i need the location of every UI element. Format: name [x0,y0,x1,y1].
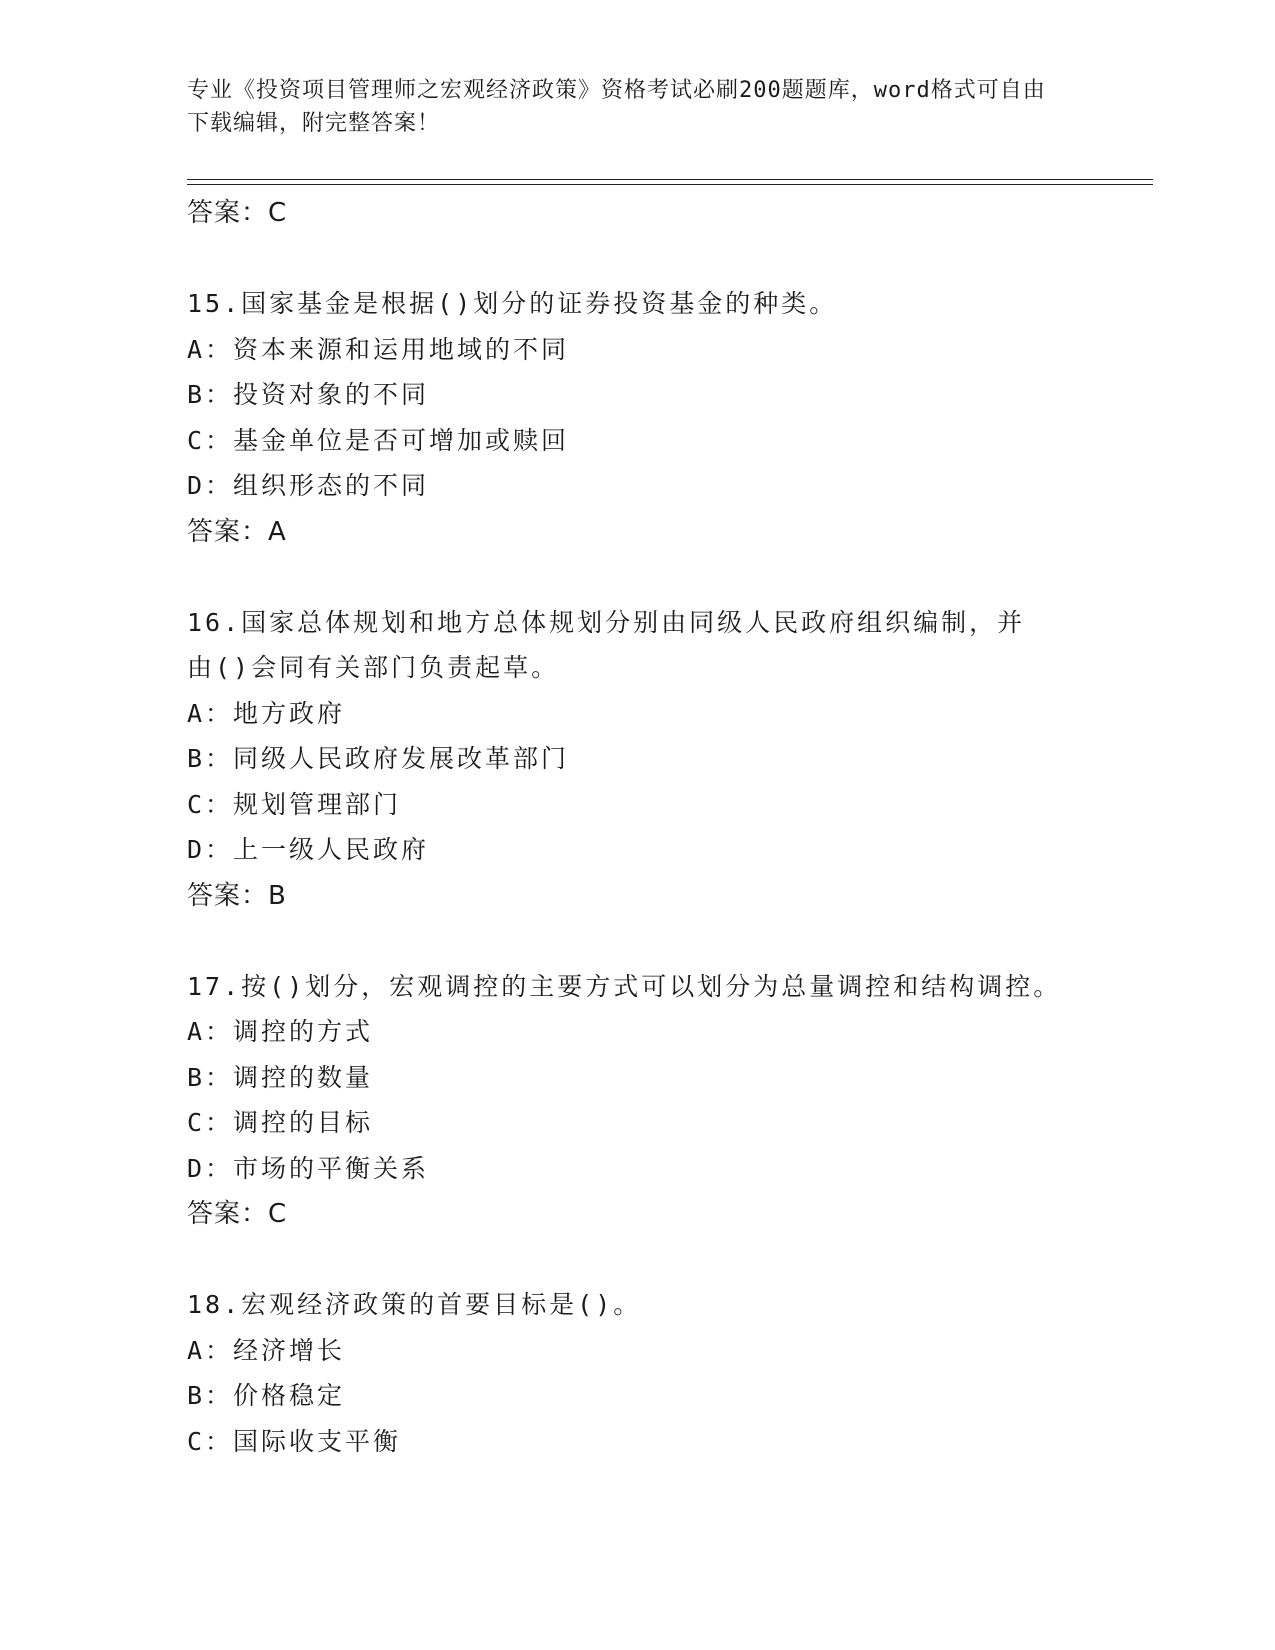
option-a: A：资本来源和运用地域的不同 [187,334,570,364]
option-a: A：地方政府 [187,698,346,728]
question-list [187,190,1087,1464]
header-rule-top [187,179,1153,180]
question-block [187,281,1087,555]
answer-line: 答案：B [187,880,287,911]
option-c: C：国际收支平衡 [187,1426,402,1456]
option-a: A：经济增长 [187,1335,346,1365]
answer-line: 答案：C [187,198,288,228]
option-d: D：市场的平衡关系 [187,1153,430,1183]
spacer [187,236,1087,281]
answer-line: 答案：C [187,1199,288,1229]
answer-line: 答案：A [187,516,287,547]
option-b: B：投资对象的不同 [187,380,430,409]
option-c: C：基金单位是否可增加或赎回 [187,425,570,455]
option-a: A：调控的方式 [187,1017,374,1046]
option-b: B：价格稳定 [187,1381,346,1410]
question-text: 17.按()划分，宏观调控的主要方式可以划分为总量调控和结构调控。 [187,971,1062,1001]
question-block [187,600,1087,919]
spacer [187,919,1087,964]
option-c: C：规划管理部门 [187,789,402,819]
question-block [187,1282,1087,1464]
option-d: D：组织形态的不同 [187,471,430,500]
header-rule-bottom [187,184,1153,185]
document-header: 专业《投资项目管理师之宏观经济政策》资格考试必刷200题题库，word格式可自由下载编辑，附完整答案！ [187,78,1046,136]
option-d: D：上一级人民政府 [187,835,430,864]
option-b: B：同级人民政府发展改革部门 [187,744,570,773]
spacer [187,1237,1087,1282]
spacer [187,555,1087,600]
question-text: 16.国家总体规划和地方总体规划分别由同级人民政府组织编制，并由()会同有关部门负责起草。 [187,607,1026,682]
option-b: B：调控的数量 [187,1062,374,1092]
question-block [187,964,1087,1238]
option-c: C：调控的目标 [187,1108,374,1137]
question-text: 18.宏观经济政策的首要目标是()。 [187,1290,642,1319]
question-text: 15.国家基金是根据()划分的证券投资基金的种类。 [187,289,838,318]
